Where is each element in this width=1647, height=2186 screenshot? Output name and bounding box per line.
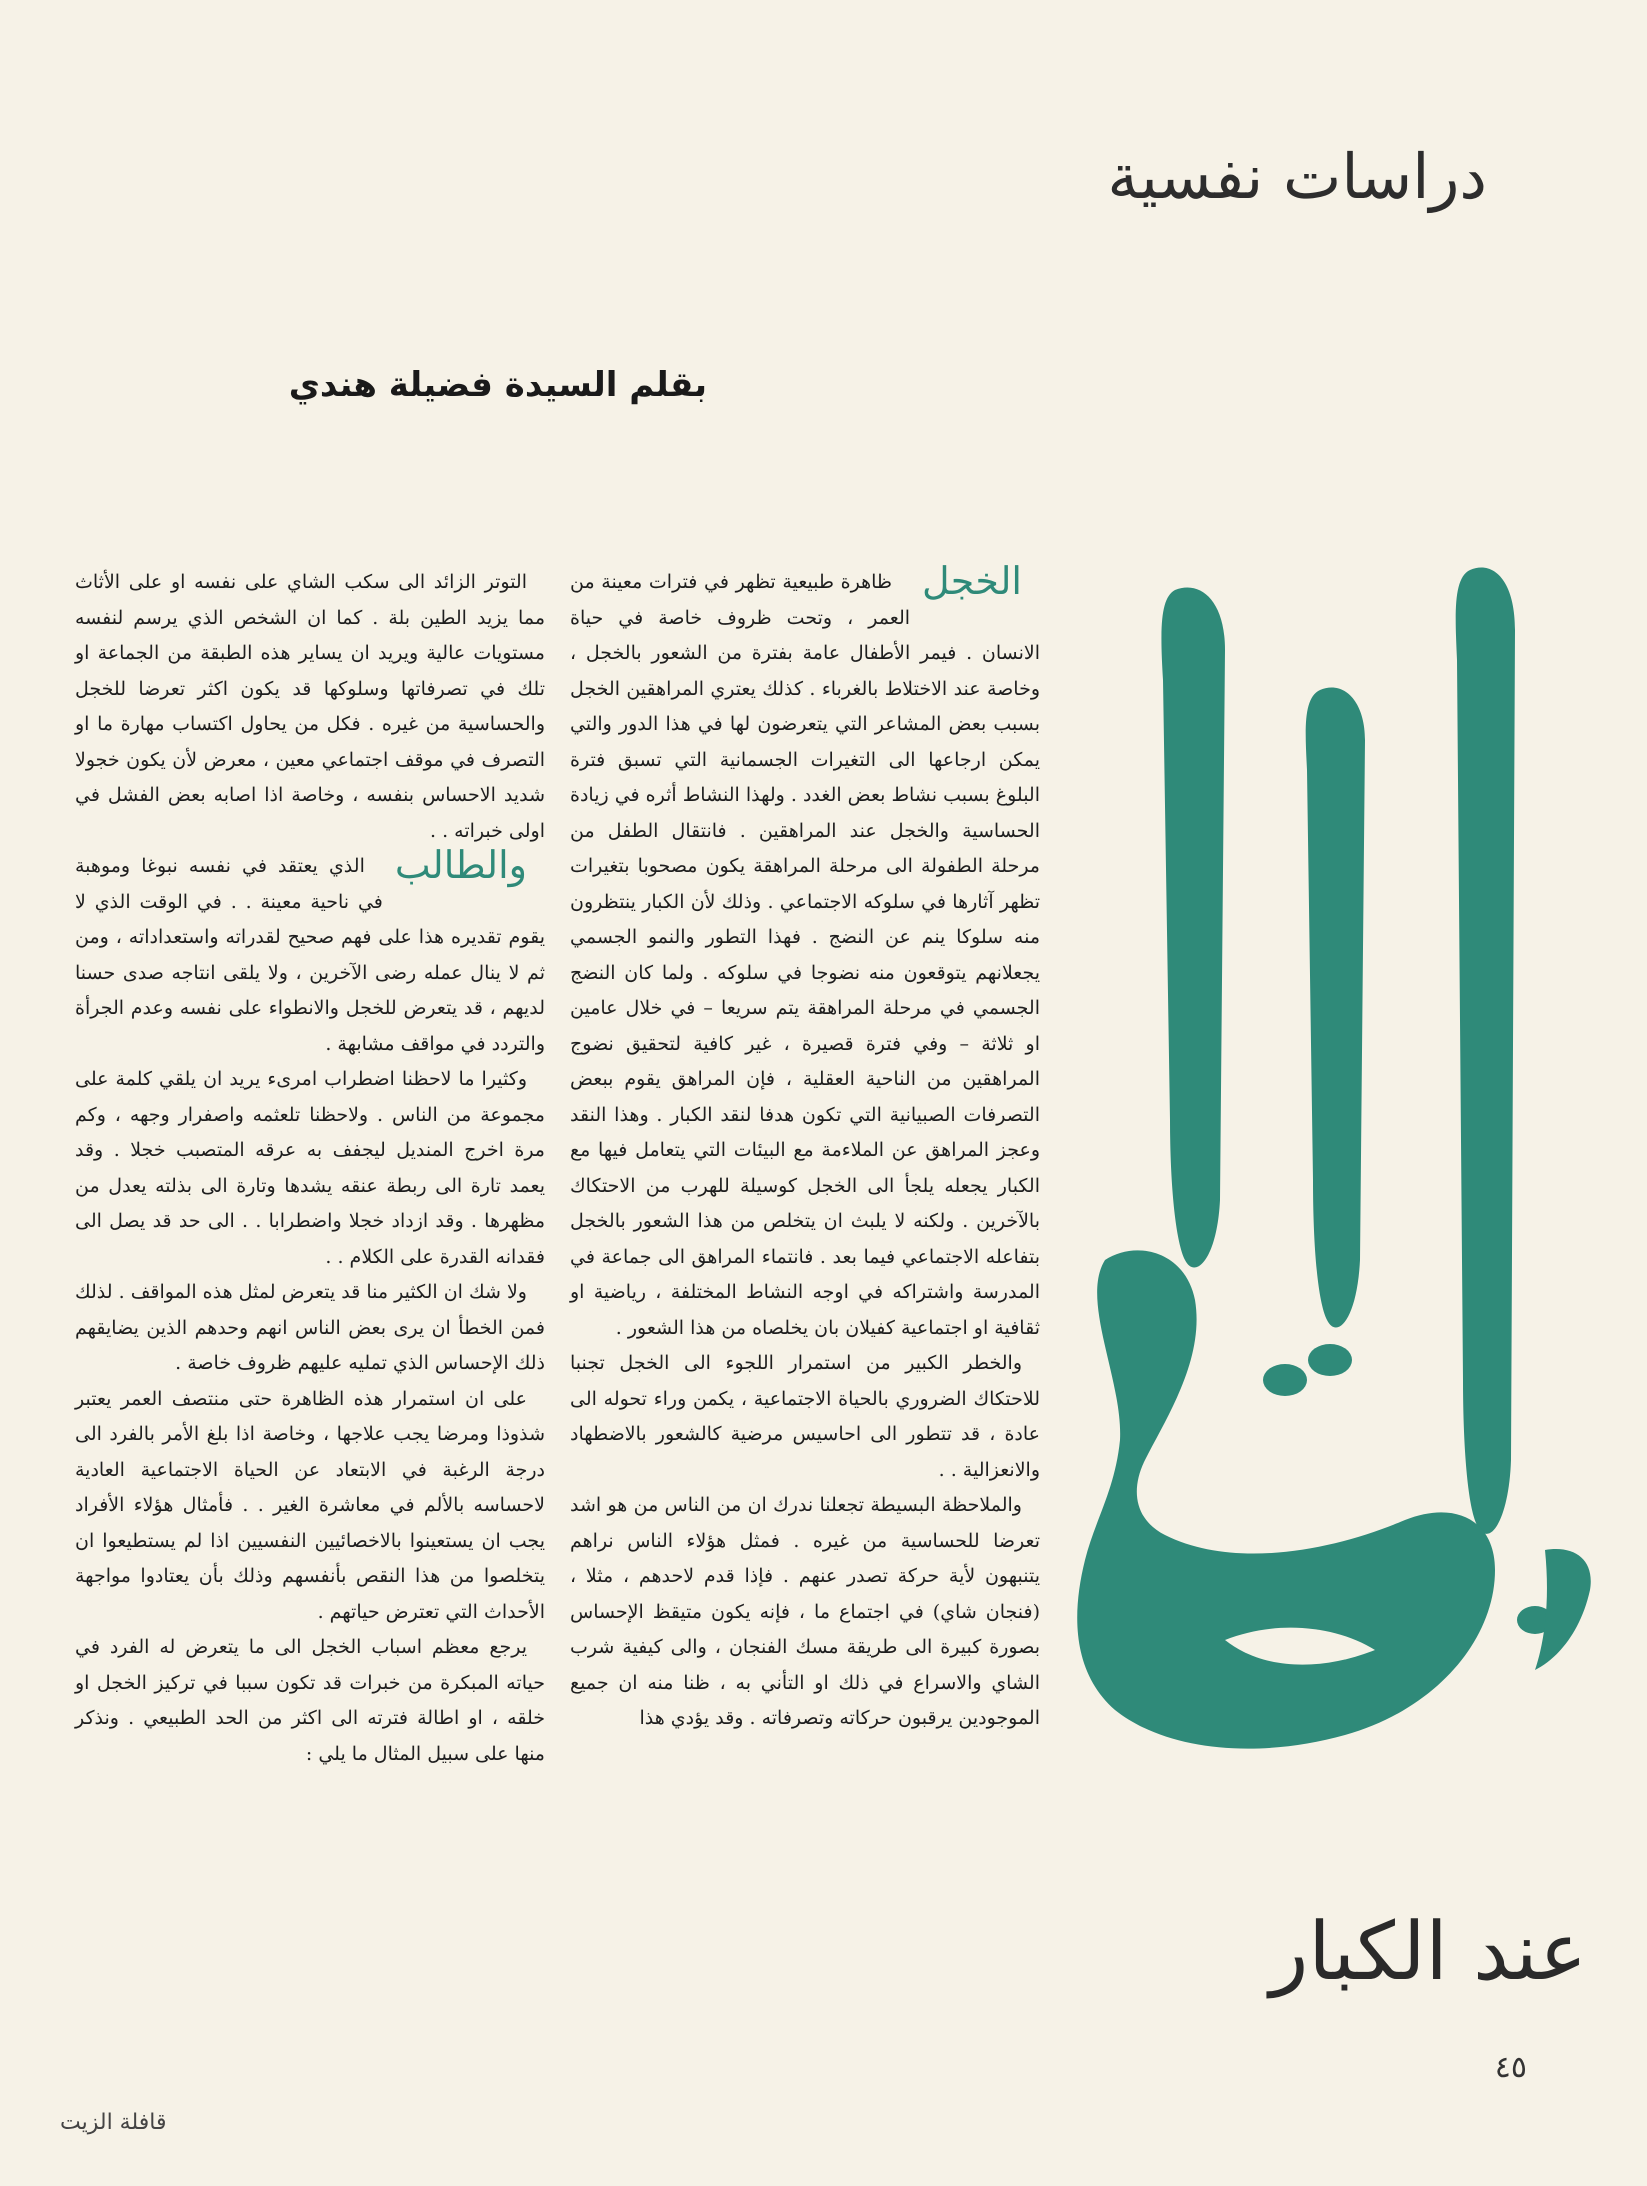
lead-word: الخجل [922,559,1022,603]
article-paragraph: والخطر الكبير من استمرار اللجوء الى الخجل تجنبا للاحتكاك الضروري بالحياة الاجتماعية ، يكمن وراء تحوله الى عادة ، قد تتطور الى احاسيس مرضية كالشعور بالاضطهاد والانعزالية . . [570,1352,1040,1481]
article-paragraph: على ان استمرار هذه الظاهرة حتى منتصف العمر يعتبر شذوذا ومرضا يجب علاجها ، وخاصة اذا بلغ الأمر بالفرد الى درجة الرغبة في الابتعاد عن الحياة الاجتماعية العادية لاحساسه بالألم في معاشرة الغير . . فأمثال هؤلاء الأفراد يجب ان يستعينوا بالاخصائيين النفسيين اذا لم يستطيعوا ان يتخلصوا من هذا النقص بأنفسهم وذلك بأن يعتادوا مواجهة الأحداث التي تعترض حياتهم . [75,1387,545,1623]
article-paragraph: التوتر الزائد الى سكب الشاي على نفسه او على الأثاث مما يزيد الطين بلة . كما ان الشخص الذي يرسم لنفسه مستويات عالية ويريد ان يساير هذه الطبقة من الجماعة او تلك في تصرفاتها وسلوكها قد يكون اكثر تعرضا للخجل والحساسية من غيره . فكل من يحاول اكتساب مهارة ما او التصرف في موقف اجتماعي معين ، معرض لأن يكون خجولا شديد الاحساس بنفسه ، وخاصة اذا اصابه بعض الفشل في اولى خبراته . . [75,571,545,842]
article-paragraph: الخجل ظاهرة طبيعية تظهر في فترات معينة من العمر ، وتحت ظروف خاصة في حياة الانسان . فيمر الأطفال عامة بفترة من الشعور بالخجل ، وخاصة عند الاختلاط بالغرباء . كذلك يعتري المراهقين الخجل بسبب بعض المشاعر التي يتعرضون لها في هذا الدور والتي يمكن ارجاعها الى التغيرات الجسمانية التي تسبق فترة البلوغ بسبب نشاط بعض الغدد . ولهذا النشاط أثره في زيادة الحساسية والخجل عند المراهقين . فانتقال الطفل من مرحلة الطفولة الى مرحلة المراهقة يكون مصحوبا بتغيرات تظهر آثارها في سلوكه الاجتماعي . وذلك لأن الكبار ينتظرون منه سلوكا ينم عن النضج . فهذا التطور والنمو الجسمي يجعلانهم يتوقعون منه نضوجا في سلوكه . ولما كان النضج الجسمي في مرحلة المراهقة يتم سريعا – في خلال عامين او ثلاثة – وفي فترة قصيرة ، غير كافية لتحقيق نضوج المراهقين من الناحية العقلية ، فإن المراهق يقوم ببعض التصرفات الصبيانية التي تكون هدفا لنقد الكبار . وهذا النقد وعجز المراهق عن الملاءمة مع البيئات التي يتعامل فيها مع الكبار يجعله يلجأ الى الخجل كوسيلة للهرب من الاحتكاك بالآخرين . ولكنه لا يلبث ان يتخلص من هذا الشعور بالخجل بتفاعله الاجتماعي فيما بعد . فانتماء المراهق الى جماعة في المدرسة واشتراكه في اوجه النشاط المختلفة ، رياضية او ثقافية او اجتماعية كفيلان بان يخلصاه من هذا الشعور . [570,559,1040,1339]
page-number: ٤٥ [1494,2050,1527,2085]
magazine-name: قافلة الزيت [60,2110,167,2135]
article-paragraph: ولا شك ان الكثير منا قد يتعرض لمثل هذه المواقف . لذلك فمن الخطأ ان يرى بعض الناس انهم وحدهم الذين يضايقهم ذلك الإحساس الذي تمليه عليهم ظروف خاصة . [75,1281,545,1374]
author-byline: بقلم السيدة فضيلة هندي [288,365,707,405]
text-column-right [570,559,1040,1737]
text-column-left [75,565,545,1772]
article-paragraph: والطالب الذي يعتقد في نفسه نبوغا وموهبة في ناحية معينة . . في الوقت الذي لا يقوم تقديره هذا على فهم صحيح لقدراته واستعداداته ، ومن ثم لا ينال عمله رضى الآخرين ، ولا يلقى انتاجه صدى حسنا لديهم ، قد يتعرض للخجل والانطواء على نفسه وعدم الجرأة والتردد في مواقف مشابهة . [75,843,545,1055]
article-paragraph: وكثيرا ما لاحظنا اضطراب امرىء يريد ان يلقي كلمة على مجموعة من الناس . ولاحظنا تلعثمه واصفرار وجهه ، وكم مرة اخرج المنديل ليجفف به عرقه المتصبب خجلا . وقد يعمد تارة الى ربطة عنقه يشدها وتارة الى بذلته يعدل من مظهرها . وقد ازداد خجلا واضطرابا . . الى حد قد يصل الى فقدانه القدرة على الكلام . . [75,1068,545,1268]
headline-subtitle: عند الكبار [1269,1905,1587,1998]
article-paragraph: يرجع معظم اسباب الخجل الى ما يتعرض له الفرد في حياته المبكرة من خبرات قد تكون سببا في تركيز الخجل او خلقه ، او اطالة فترته الى اكثر من الحد الطبيعي . ونذكر منها على سبيل المثال ما يلي : [75,1636,545,1765]
section-title: دراسات نفسية [1107,140,1487,213]
article-paragraph: والملاحظة البسيطة تجعلنا ندرك ان من الناس من هو اشد تعرضا للحساسية من غيره . فمثل هؤلاء الناس نراهم يتنبهون لأية حركة تصدر عنهم . فإذا قدم لاحدهم ، مثلا ، (فنجان شاي) في اجتماع ما ، فإنه يكون متيقظ الإحساس بصورة كبيرة الى طريقة مسك الفنجان ، والى كيفية شرب الشاي والاسراع في ذلك او التأني به ، ظنا منه ان جميع الموجودين يرقبون حركاته وتصرفاته . وقد يؤدي هذا [570,1494,1040,1729]
headline-calligraphy [1075,560,1615,1890]
lead-word: والطالب [394,843,527,887]
